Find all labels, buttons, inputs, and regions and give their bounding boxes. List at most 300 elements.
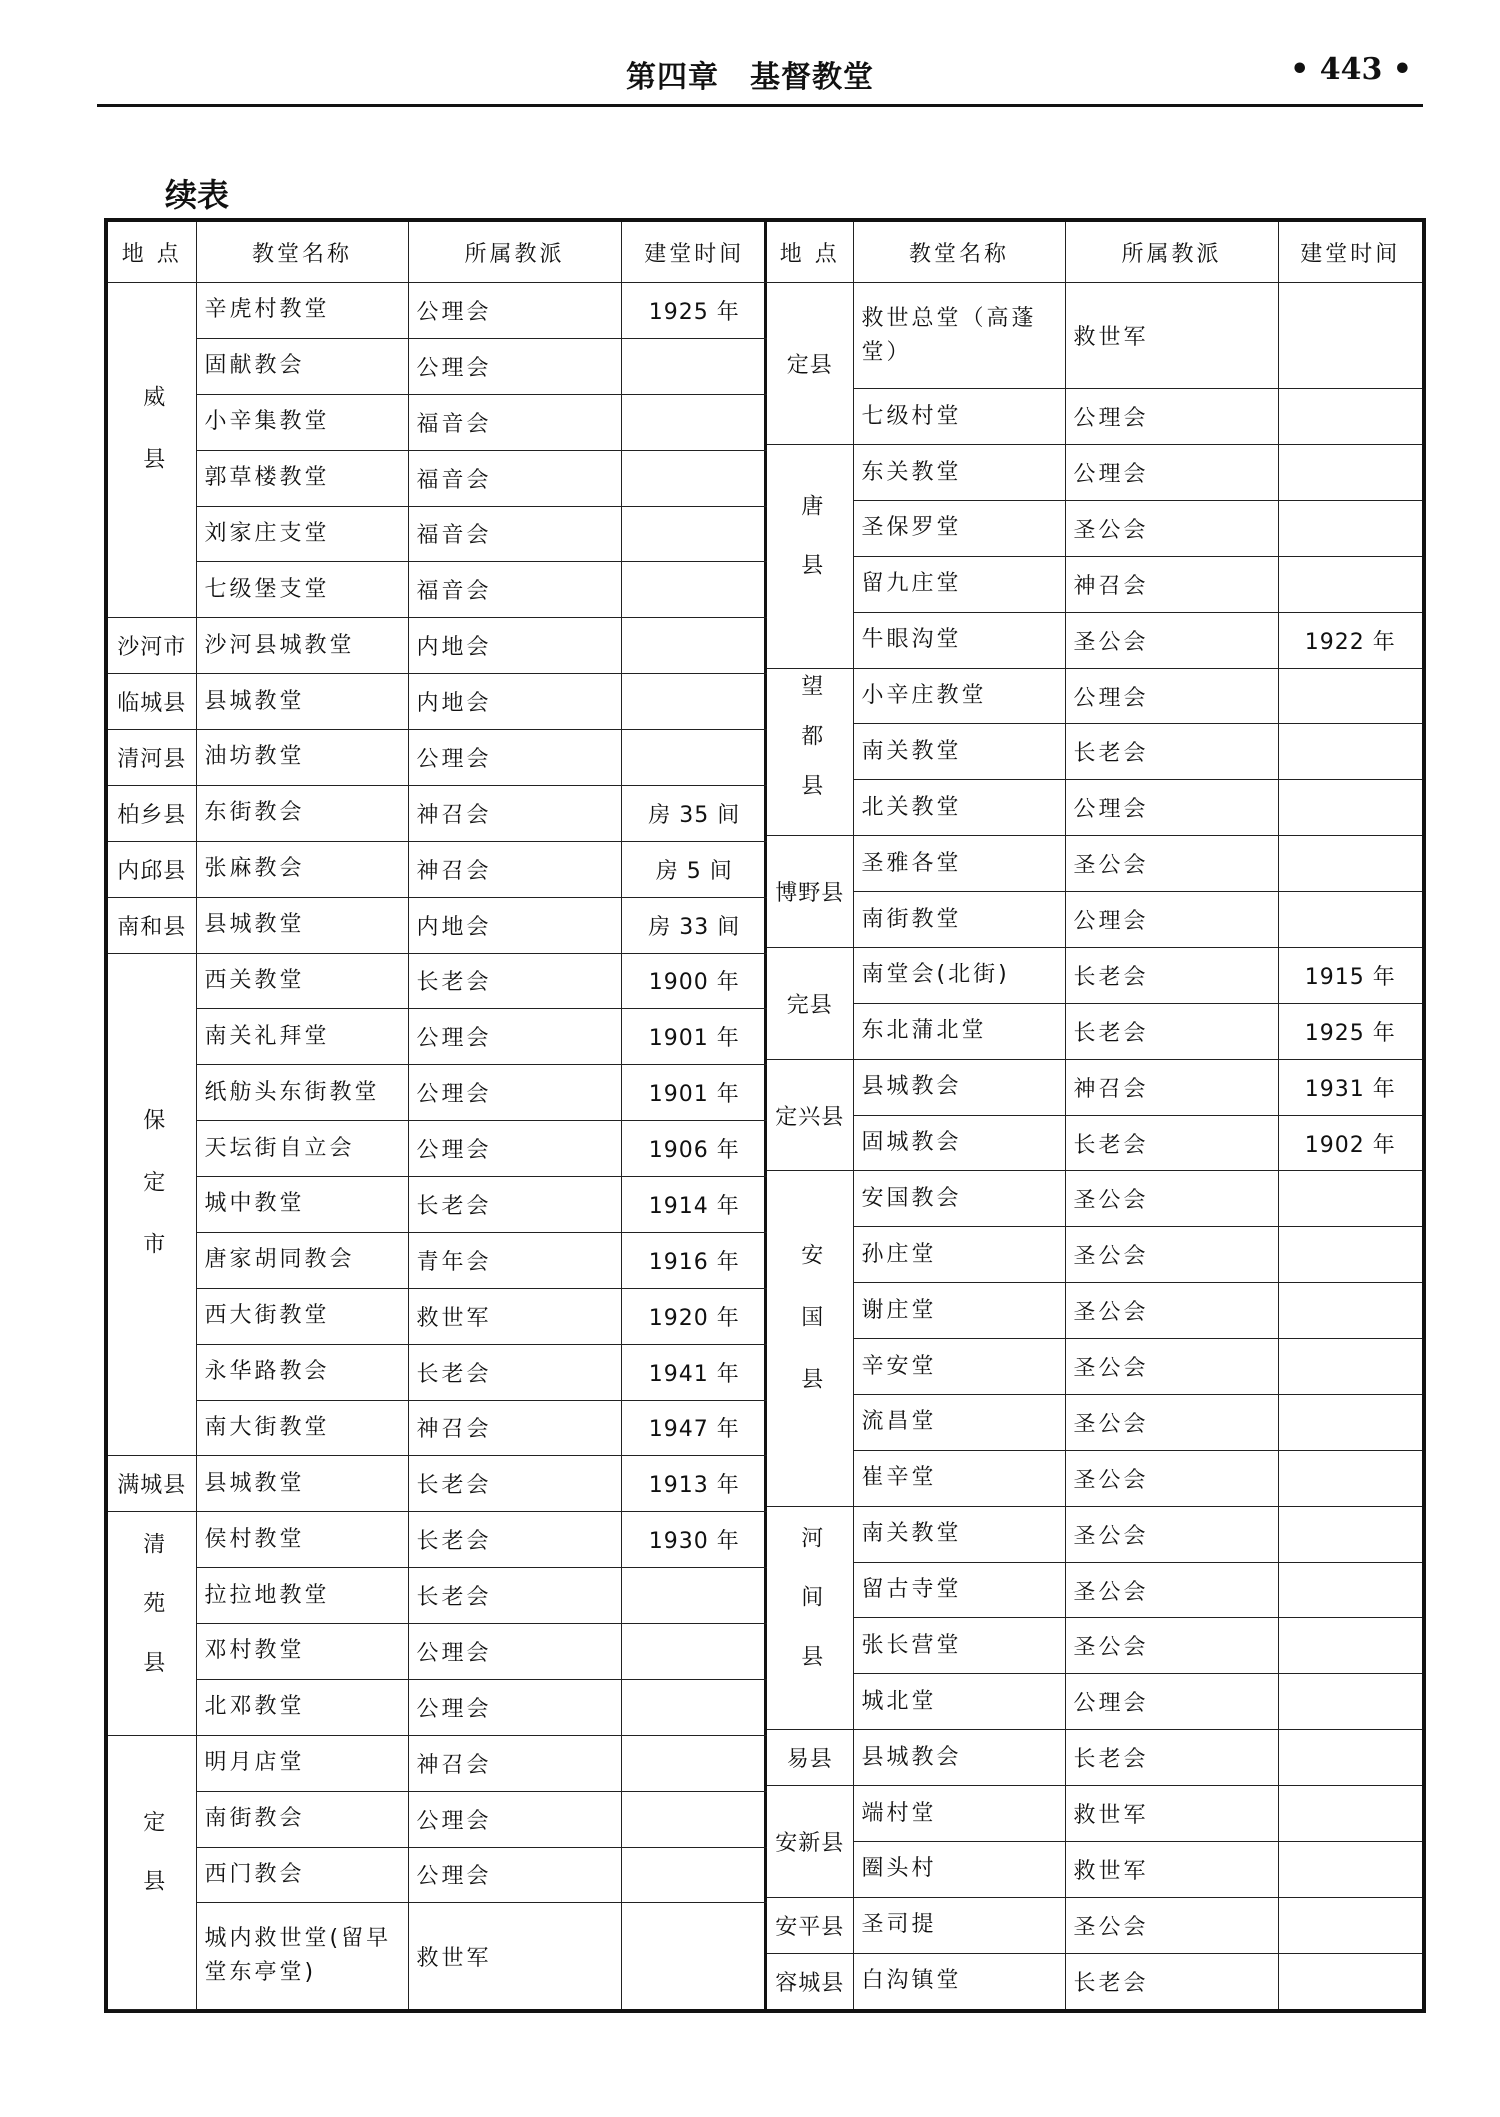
- table-row: [108, 1903, 767, 2009]
- founded-cell: 1915 年: [1278, 947, 1422, 1003]
- founded-cell: [1278, 283, 1422, 389]
- founded-cell: 1922 年: [1278, 612, 1422, 668]
- denomination-cell: 福音会: [408, 450, 621, 506]
- denomination-cell: 圣公会: [1065, 1897, 1278, 1953]
- table-row: [108, 1400, 767, 1456]
- denomination-cell: 长老会: [1065, 724, 1278, 780]
- location-cell: [767, 947, 853, 1059]
- location-cell: [108, 953, 196, 1456]
- denomination-cell: 救世军: [408, 1903, 621, 2009]
- founded-cell: [1278, 1730, 1422, 1786]
- left-table-half: [108, 222, 767, 2009]
- table-row: [767, 1450, 1422, 1506]
- denomination-cell: 青年会: [408, 1232, 621, 1288]
- church-name-cell: 侯村教堂: [196, 1512, 408, 1568]
- table-row: [767, 389, 1422, 445]
- founded-cell: [1278, 1618, 1422, 1674]
- table-row: [767, 724, 1422, 780]
- denomination-cell: 长老会: [408, 1512, 621, 1568]
- church-name-cell: 郭草楼教堂: [196, 450, 408, 506]
- location-cell: [767, 445, 853, 669]
- founded-cell: [1278, 1953, 1422, 2009]
- denomination-cell: 圣公会: [1065, 1171, 1278, 1227]
- founded-cell: [621, 1624, 767, 1680]
- founded-cell: 1925 年: [621, 283, 767, 339]
- church-name-cell: 固城教会: [853, 1115, 1065, 1171]
- location-label: 完县: [786, 992, 833, 1018]
- denomination-cell: 长老会: [408, 1344, 621, 1400]
- church-name-cell: 县城教堂: [196, 897, 408, 953]
- location-label: 临城县: [117, 691, 187, 717]
- church-name-cell: 流昌堂: [853, 1394, 1065, 1450]
- church-name-cell: 城内救世堂(留早堂东亭堂): [196, 1903, 408, 2009]
- denomination-cell: 救世军: [1065, 283, 1278, 389]
- denomination-cell: 长老会: [1065, 1953, 1278, 2009]
- location-cell: [108, 618, 196, 674]
- column-header-church-name: 教堂名称: [853, 222, 1065, 283]
- church-name-cell: 南街教会: [196, 1791, 408, 1847]
- church-name-cell: 端村堂: [853, 1786, 1065, 1842]
- founded-cell: [1278, 1786, 1422, 1842]
- location-cell: [108, 1735, 196, 2009]
- founded-cell: [1278, 1562, 1422, 1618]
- table-row: [767, 1059, 1422, 1115]
- table-row: [767, 445, 1422, 501]
- location-cell: [767, 283, 853, 445]
- founded-cell: 1906 年: [621, 1121, 767, 1177]
- location-cell: [767, 836, 853, 948]
- church-name-cell: 留古寺堂: [853, 1562, 1065, 1618]
- table-row: [108, 1512, 767, 1568]
- location-cell: [767, 1953, 853, 2009]
- denomination-cell: 圣公会: [1065, 612, 1278, 668]
- location-label: 清苑县: [139, 1531, 165, 1710]
- church-name-cell: 谢庄堂: [853, 1283, 1065, 1339]
- table-row: [108, 1791, 767, 1847]
- founded-cell: [621, 1568, 767, 1624]
- denomination-cell: 长老会: [1065, 1003, 1278, 1059]
- denomination-cell: 福音会: [408, 506, 621, 562]
- denomination-cell: 圣公会: [1065, 1283, 1278, 1339]
- denomination-cell: 救世军: [1065, 1841, 1278, 1897]
- column-header-founded: 建堂时间: [621, 222, 767, 283]
- table-row: [767, 1283, 1422, 1339]
- church-name-cell: 南大街教堂: [196, 1400, 408, 1456]
- table-row: [767, 1171, 1422, 1227]
- location-cell: [767, 668, 853, 836]
- church-name-cell: 永华路教会: [196, 1344, 408, 1400]
- founded-cell: [1278, 445, 1422, 501]
- denomination-cell: 长老会: [408, 1177, 621, 1233]
- table-row: [108, 1679, 767, 1735]
- denomination-cell: 救世军: [408, 1288, 621, 1344]
- table-row: [767, 1674, 1422, 1730]
- founded-cell: 房 5 间: [621, 841, 767, 897]
- table-row: [108, 1624, 767, 1680]
- location-label: 清河县: [117, 746, 187, 772]
- church-name-cell: 小辛集教堂: [196, 394, 408, 450]
- church-name-cell: 县城教会: [853, 1059, 1065, 1115]
- location-label: 安新县: [775, 1830, 845, 1856]
- church-name-cell: 南关教堂: [853, 724, 1065, 780]
- table-row: [767, 1562, 1422, 1618]
- denomination-cell: 长老会: [1065, 1115, 1278, 1171]
- table-row: [767, 1786, 1422, 1842]
- founded-cell: [1278, 724, 1422, 780]
- church-name-cell: 圣雅各堂: [853, 836, 1065, 892]
- founded-cell: [621, 674, 767, 730]
- location-cell: [767, 1059, 853, 1171]
- column-header-denomination: 所属教派: [408, 222, 621, 283]
- denomination-cell: 公理会: [1065, 892, 1278, 948]
- church-name-cell: 西门教会: [196, 1847, 408, 1903]
- denomination-cell: 神召会: [408, 841, 621, 897]
- denomination-cell: 圣公会: [1065, 1618, 1278, 1674]
- location-cell: [108, 785, 196, 841]
- denomination-cell: 公理会: [1065, 668, 1278, 724]
- table-row: [767, 612, 1422, 668]
- location-label: 定兴县: [775, 1104, 845, 1130]
- church-name-cell: 安国教会: [853, 1171, 1065, 1227]
- right-table-half: [767, 222, 1422, 2009]
- denomination-cell: 公理会: [1065, 445, 1278, 501]
- founded-cell: [1278, 500, 1422, 556]
- founded-cell: [621, 394, 767, 450]
- church-name-cell: 县城教堂: [196, 674, 408, 730]
- table-row: [108, 674, 767, 730]
- church-name-cell: 天坛街自立会: [196, 1121, 408, 1177]
- founded-cell: [1278, 892, 1422, 948]
- location-label: 安平县: [775, 1914, 845, 1940]
- church-table: [104, 218, 1426, 2013]
- denomination-cell: 公理会: [408, 283, 621, 339]
- running-head: [0, 0, 1500, 110]
- table-row: [767, 780, 1422, 836]
- church-name-cell: 拉拉地教堂: [196, 1568, 408, 1624]
- location-label: 威县: [139, 385, 165, 510]
- location-label: 沙河市: [117, 635, 187, 661]
- denomination-cell: 圣公会: [1065, 1562, 1278, 1618]
- table-row: [767, 1841, 1422, 1897]
- church-name-cell: 圣司提: [853, 1897, 1065, 1953]
- table-row: [767, 1897, 1422, 1953]
- church-name-cell: 北关教堂: [853, 780, 1065, 836]
- founded-cell: [621, 1791, 767, 1847]
- denomination-cell: 公理会: [408, 1679, 621, 1735]
- founded-cell: 1920 年: [621, 1288, 767, 1344]
- founded-cell: 1930 年: [621, 1512, 767, 1568]
- denomination-cell: 公理会: [408, 1121, 621, 1177]
- church-name-cell: 唐家胡同教会: [196, 1232, 408, 1288]
- church-name-cell: 圣保罗堂: [853, 500, 1065, 556]
- table-row: [767, 668, 1422, 724]
- founded-cell: 1901 年: [621, 1065, 767, 1121]
- table-row: [767, 1339, 1422, 1395]
- location-cell: [767, 1786, 853, 1898]
- church-name-cell: 七级堡支堂: [196, 562, 408, 618]
- church-name-cell: 牛眼沟堂: [853, 612, 1065, 668]
- founded-cell: 1925 年: [1278, 1003, 1422, 1059]
- church-name-cell: 东北蒲北堂: [853, 1003, 1065, 1059]
- header-row: [767, 222, 1422, 283]
- denomination-cell: 神召会: [408, 785, 621, 841]
- table-row: [767, 947, 1422, 1003]
- founded-cell: [1278, 1394, 1422, 1450]
- table-row: [767, 1953, 1422, 2009]
- founded-cell: [621, 730, 767, 786]
- chapter-title: 第四章 基督教堂: [626, 60, 874, 95]
- table-row: [108, 1568, 767, 1624]
- denomination-cell: 福音会: [408, 394, 621, 450]
- left-table-body: [108, 283, 767, 2010]
- location-label: 唐县: [797, 494, 823, 613]
- denomination-cell: 内地会: [408, 897, 621, 953]
- church-name-cell: 辛安堂: [853, 1339, 1065, 1395]
- church-name-cell: 县城教会: [853, 1730, 1065, 1786]
- denomination-cell: 公理会: [1065, 1674, 1278, 1730]
- location-label: 定县: [786, 353, 833, 379]
- location-cell: [767, 1506, 853, 1730]
- table-row: [108, 1177, 767, 1233]
- table-row: [767, 1506, 1422, 1562]
- founded-cell: 1902 年: [1278, 1115, 1422, 1171]
- denomination-cell: 长老会: [408, 1568, 621, 1624]
- table-row: [108, 1232, 767, 1288]
- denomination-cell: 福音会: [408, 562, 621, 618]
- founded-cell: 房 35 间: [621, 785, 767, 841]
- table-row: [108, 1121, 767, 1177]
- header-rule: [97, 104, 1423, 107]
- table-row: [108, 338, 767, 394]
- table-row: [108, 953, 767, 1009]
- table-row: [767, 556, 1422, 612]
- founded-cell: 1947 年: [621, 1400, 767, 1456]
- denomination-cell: 公理会: [408, 1624, 621, 1680]
- table-row: [767, 1730, 1422, 1786]
- church-name-cell: 南街教堂: [853, 892, 1065, 948]
- column-header-founded: 建堂时间: [1278, 222, 1422, 283]
- location-cell: [767, 1730, 853, 1786]
- church-name-cell: 县城教堂: [196, 1456, 408, 1512]
- founded-cell: [621, 1903, 767, 2009]
- church-name-cell: 西大街教堂: [196, 1288, 408, 1344]
- founded-cell: [1278, 556, 1422, 612]
- church-name-cell: 西关教堂: [196, 953, 408, 1009]
- location-cell: [108, 897, 196, 953]
- location-label: 容城县: [775, 1970, 845, 1996]
- church-name-cell: 白沟镇堂: [853, 1953, 1065, 2009]
- location-label: 内邱县: [117, 858, 187, 884]
- church-name-cell: 东关教堂: [853, 445, 1065, 501]
- denomination-cell: 圣公会: [1065, 1506, 1278, 1562]
- founded-cell: [1278, 1897, 1422, 1953]
- founded-cell: 1941 年: [621, 1344, 767, 1400]
- founded-cell: [1278, 1339, 1422, 1395]
- right-table: [767, 222, 1422, 2009]
- founded-cell: [1278, 1283, 1422, 1339]
- location-cell: [108, 1456, 196, 1512]
- denomination-cell: 神召会: [408, 1400, 621, 1456]
- denomination-cell: 内地会: [408, 618, 621, 674]
- founded-cell: [621, 1679, 767, 1735]
- location-label: 博野县: [775, 881, 845, 907]
- church-name-cell: 七级村堂: [853, 389, 1065, 445]
- denomination-cell: 长老会: [408, 953, 621, 1009]
- column-header-location: 地 点: [767, 222, 853, 283]
- table-row: [108, 1065, 767, 1121]
- founded-cell: [1278, 668, 1422, 724]
- column-header-location: 地 点: [108, 222, 196, 283]
- church-name-cell: 辛虎村教堂: [196, 283, 408, 339]
- founded-cell: [621, 450, 767, 506]
- church-name-cell: 沙河县城教堂: [196, 618, 408, 674]
- table-row: [108, 450, 767, 506]
- church-name-cell: 南关礼拜堂: [196, 1009, 408, 1065]
- location-cell: [767, 1171, 853, 1506]
- location-cell: [108, 1512, 196, 1736]
- table-row: [108, 394, 767, 450]
- denomination-cell: 公理会: [408, 338, 621, 394]
- table-row: [108, 562, 767, 618]
- church-name-cell: 油坊教堂: [196, 730, 408, 786]
- page-number: • 443 •: [1290, 52, 1412, 87]
- location-label: 满城县: [117, 1473, 187, 1499]
- denomination-cell: 长老会: [1065, 947, 1278, 1003]
- founded-cell: [1278, 1674, 1422, 1730]
- column-header-denomination: 所属教派: [1065, 222, 1278, 283]
- denomination-cell: 内地会: [408, 674, 621, 730]
- location-label: 南和县: [117, 914, 187, 940]
- church-name-cell: 救世总堂（高蓬堂）: [853, 283, 1065, 389]
- table-row: [108, 1009, 767, 1065]
- founded-cell: 房 33 间: [621, 897, 767, 953]
- church-name-cell: 南关教堂: [853, 1506, 1065, 1562]
- denomination-cell: 公理会: [408, 1847, 621, 1903]
- denomination-cell: 公理会: [408, 730, 621, 786]
- table-row: [108, 1847, 767, 1903]
- founded-cell: [621, 1735, 767, 1791]
- church-name-cell: 北邓教堂: [196, 1679, 408, 1735]
- location-cell: [108, 841, 196, 897]
- denomination-cell: 公理会: [1065, 780, 1278, 836]
- table-row: [767, 1618, 1422, 1674]
- founded-cell: [621, 562, 767, 618]
- denomination-cell: 公理会: [408, 1065, 621, 1121]
- denomination-cell: 神召会: [1065, 556, 1278, 612]
- founded-cell: [621, 338, 767, 394]
- founded-cell: [621, 1847, 767, 1903]
- founded-cell: 1931 年: [1278, 1059, 1422, 1115]
- founded-cell: [1278, 1171, 1422, 1227]
- table-row: [767, 1115, 1422, 1171]
- table-row: [108, 730, 767, 786]
- denomination-cell: 公理会: [408, 1791, 621, 1847]
- denomination-cell: 圣公会: [1065, 500, 1278, 556]
- table-row: [108, 506, 767, 562]
- church-name-cell: 崔辛堂: [853, 1450, 1065, 1506]
- table-row: [108, 1735, 767, 1791]
- location-cell: [108, 674, 196, 730]
- founded-cell: [1278, 836, 1422, 892]
- church-name-cell: 明月店堂: [196, 1735, 408, 1791]
- location-label: 望都县: [797, 673, 823, 824]
- location-label: 定县: [139, 1809, 165, 1929]
- denomination-cell: 神召会: [1065, 1059, 1278, 1115]
- founded-cell: [1278, 1227, 1422, 1283]
- denomination-cell: 神召会: [408, 1735, 621, 1791]
- table-row: [767, 283, 1422, 389]
- church-name-cell: 邓村教堂: [196, 1624, 408, 1680]
- church-name-cell: 圈头村: [853, 1841, 1065, 1897]
- table-row: [108, 1456, 767, 1512]
- denomination-cell: 公理会: [1065, 389, 1278, 445]
- table-row: [767, 1394, 1422, 1450]
- denomination-cell: 公理会: [408, 1009, 621, 1065]
- church-name-cell: 东街教会: [196, 785, 408, 841]
- founded-cell: [621, 506, 767, 562]
- table-row: [108, 1344, 767, 1400]
- column-header-church-name: 教堂名称: [196, 222, 408, 283]
- location-label: 河间县: [797, 1526, 823, 1704]
- church-name-cell: 纸舫头东街教堂: [196, 1065, 408, 1121]
- table-row: [767, 1003, 1422, 1059]
- location-label: 保定市: [139, 1108, 165, 1295]
- table-row: [767, 836, 1422, 892]
- church-name-cell: 刘家庄支堂: [196, 506, 408, 562]
- table-caption: 续表: [165, 176, 230, 214]
- founded-cell: 1900 年: [621, 953, 767, 1009]
- location-cell: [108, 730, 196, 786]
- founded-cell: 1913 年: [621, 1456, 767, 1512]
- denomination-cell: 圣公会: [1065, 1339, 1278, 1395]
- location-label: 柏乡县: [117, 802, 187, 828]
- denomination-cell: 长老会: [1065, 1730, 1278, 1786]
- founded-cell: [1278, 1841, 1422, 1897]
- founded-cell: 1901 年: [621, 1009, 767, 1065]
- church-name-cell: 留九庄堂: [853, 556, 1065, 612]
- table-row: [108, 785, 767, 841]
- table-row: [767, 892, 1422, 948]
- church-name-cell: 小辛庄教堂: [853, 668, 1065, 724]
- location-label: 安国县: [797, 1242, 823, 1429]
- header-row: [108, 222, 767, 283]
- location-cell: [108, 283, 196, 618]
- church-name-cell: 张麻教会: [196, 841, 408, 897]
- church-name-cell: 城中教堂: [196, 1177, 408, 1233]
- founded-cell: [1278, 1506, 1422, 1562]
- church-name-cell: 南堂会(北街): [853, 947, 1065, 1003]
- denomination-cell: 圣公会: [1065, 1227, 1278, 1283]
- table-row: [767, 1227, 1422, 1283]
- table-row: [108, 841, 767, 897]
- location-label: 易县: [786, 1747, 833, 1773]
- denomination-cell: 长老会: [408, 1456, 621, 1512]
- denomination-cell: 救世军: [1065, 1786, 1278, 1842]
- founded-cell: [1278, 780, 1422, 836]
- table-row: [767, 500, 1422, 556]
- table-row: [108, 1288, 767, 1344]
- founded-cell: [621, 618, 767, 674]
- church-name-cell: 张长营堂: [853, 1618, 1065, 1674]
- denomination-cell: 圣公会: [1065, 1450, 1278, 1506]
- denomination-cell: 圣公会: [1065, 1394, 1278, 1450]
- location-cell: [767, 1897, 853, 1953]
- founded-cell: 1914 年: [621, 1177, 767, 1233]
- church-name-cell: 城北堂: [853, 1674, 1065, 1730]
- denomination-cell: 圣公会: [1065, 836, 1278, 892]
- table-row: [108, 283, 767, 339]
- left-table: [108, 222, 767, 2010]
